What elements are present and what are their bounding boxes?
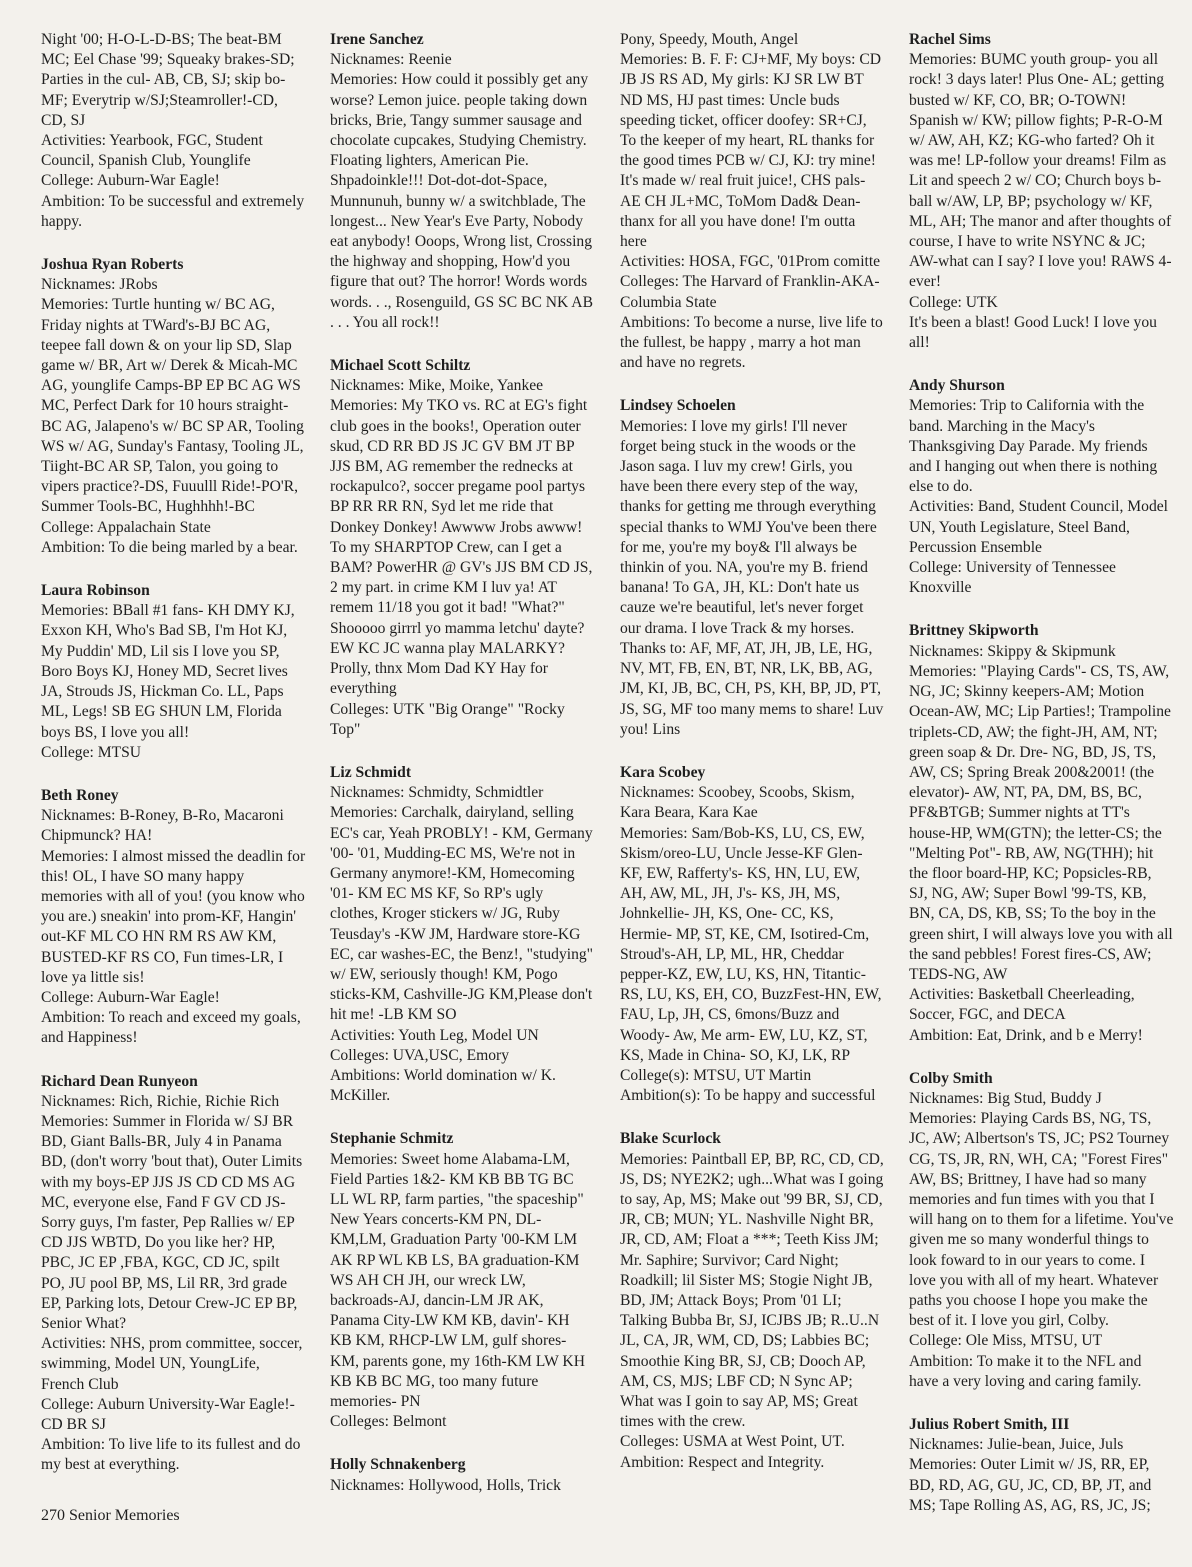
entry-text: Activities: Basketball Cheerleading, Soccer, FGC, and DECA [909,986,1135,1024]
senior-name: Rachel Sims [909,31,991,48]
senior-name: Julius Robert Smith, III [909,1416,1070,1433]
senior-name: Richard Dean Runyeon [41,1072,198,1090]
entry-text: Nicknames: Skippy & Skipmunk [909,642,1116,660]
entry-text: Activities: Yearbook, FGC, Student Council, Spanish Club, Younglife [41,132,263,170]
senior-entry [909,30,1174,353]
page-footer: 270 Senior Memories [41,1507,180,1524]
senior-name: Liz Schmidt [330,763,412,781]
column-1 [41,30,306,1499]
senior-entry [620,763,885,1106]
entry-text: Ambition: To die being marled by a bear. [41,538,298,556]
entry-text: Ambition: To be successful and extremely happy. [41,192,305,230]
senior-entry [330,356,595,740]
entry-text: Memories: "Playing Cards"- CS, TS, AW, NG, JC; Skinny keepers-AM; Motion Ocean-AW, MC; Lip Parties!; Trampoline triplets-CD, AW; the fight-JH, AM, NT; green soap & Dr. Dre- NG, BD, JS, TS, AW, CS; Spring Break 200&2001! (the elevator)- AW, NT, PA, DM, BS, BC, PF&BTGB; Summer nights at TT's house-HP, WM(GTN); the letter-CS; the "Melting Pot"- RB, AW, NG(THH); hit the floor board-HP, KC; Popsicles-RB, SJ, NG, AW; Super Bowl '99-TS, KB, BN, CA, DS, KB, SS; To the boy in the green shirt, I will always love you with all the sand pebbles! Forest fires-CS, AW; TEDS-NG, AW [909,662,1173,983]
entry-text: Activities: NHS, prom committee, soccer, swimming, Model UN, YoungLife, French Club [41,1335,303,1393]
senior-entry [330,1129,595,1432]
senior-name: Colby Smith [909,1069,993,1087]
entry-text: Nicknames: Big Stud, Buddy J [909,1089,1102,1107]
senior-entry [620,1129,885,1472]
senior-name: Brittney Skipworth [909,622,1039,640]
entry-text: Nicknames: Rich, Richie, Richie Rich [41,1092,280,1110]
column-4 [909,30,1174,1539]
entry-text: Activities: HOSA, FGC, '01Prom comitte [620,253,881,271]
entry-text: College: University of Tennessee Knoxville [909,559,1116,597]
entry-text: Activities: Youth Leg, Model UN [330,1026,539,1044]
senior-name: Blake Scurlock [620,1130,721,1148]
senior-entry [620,30,885,373]
senior-name: Irene Sanchez [330,31,424,48]
entry-text: Memories: I almost missed the deadlin for this! OL, I have SO many happy memories with all of you! (you know who you are.) sneakin' into prom-KF, Hangin' out-KF ML CO HN RM RS AW KM, BUSTED-KF RS CO, Fun times-LR, I love ya little sis! [41,847,306,986]
entry-text: Ambition: To live life to its fullest and do my best at everything. [41,1436,301,1474]
entry-text: College: Auburn-War Eagle! [41,172,220,190]
senior-entry [620,396,885,739]
entry-text: Colleges: Belmont [330,1413,447,1431]
entry-text: Memories: BBall #1 fans- KH DMY KJ, Exxon KH, Who's Bad SB, I'm Hot KJ, My Puddin' MD, Lil sis I love you SP, Boro Boys KJ, Honey MD, Secret lives JA, Strouds JS, Hickman Co. LL, Paps ML, Legs! SB EG SHUN LM, Florida boys BS, I love you all! [41,602,295,741]
column-3 [620,30,885,1496]
entry-text: Memories: How could it possibly get any worse? Lemon juice. people taking down bricks, Brie, Tangy summer sausage and chocolate cupcakes, Studying Chemistry. Floating lighters, American Pie. Shpadoinkle!!! Dot-dot-dot-Space, Munnunuh, bunny w/ a switchblade, The longest... New Year's Eve Party, Nobody eat anybody! Ooops, Wrong list, Crossing the highway and shopping, How'd you figure that out? The horror! Words words words. . ., Rosenguild, GS SC BC NK AB . . . You all rock!! [330,71,593,331]
entry-text: Memories: Sam/Bob-KS, LU, CS, EW, Skism/oreo-LU, Uncle Jesse-KF Glen-KF, EW, Rafferty's- KS, HN, LU, EW, AH, AW, ML, JH, J's- KS, JH, MS, Johnkellie- JH, KS, One- CC, KS, Hermie- MP, ST, KE, CM, Isotired-Cm, Stroud's-AH, LP, ML, HR, Cheddar pepper-KZ, EW, LU, KS, HN, Titantic- RS, LU, KS, EH, CO, BuzzFest-HN, EW, FAU, Lp, JH, CS, 6mons/Buzz and Woody- Aw, Me arm- EW, LU, KZ, ST, KS, Made in China- SO, KJ, LK, RP [620,824,882,1064]
senior-entry [41,1072,306,1476]
entry-text: Memories: Trip to California with the band. Marching in the Macy's Thanksgiving Day Parade. My friends and I hanging out when there is nothing else to do. [909,397,1158,496]
entry-text: Colleges: UTK "Big Orange" "Rocky Top" [330,700,565,738]
senior-name: Beth Roney [41,786,119,804]
entry-text: Memories: My TKO vs. RC at EG's fight club goes in the books!, Operation outer skud, CD RR BD JS JC GV BM JT BP JJS BM, AG remember the rednecks at rockapulco?, soccer pregame pool partys BP RR RR RN, Syd let me ride that Donkey Donkey! Awwww Jrobs awww! To my SHARPTOP Crew, can I get a BAM? PowerHR @ GV's JJS BM CD JS, 2 my part. in crime KM I luv ya! AT remem 11/18 you got it bad! "What?" Shooooo girrrl yo mamma letchu' dayte? EW KC JC wanna play MALARKY? Prolly, thnx Mom Dad KY Hay for everything [330,397,593,698]
senior-entry [909,1415,1174,1516]
entry-text: College: Ole Miss, MTSU, UT [909,1332,1103,1350]
senior-name: Kara Scobey [620,763,706,781]
senior-name: Joshua Ryan Roberts [41,256,184,274]
entry-text: Nicknames: B-Roney, B-Ro, Macaroni Chipmunck? HA! [41,807,284,845]
senior-entry [41,30,306,232]
entry-text: Nicknames: Scoobey, Scoobs, Skism, Kara Beara, Kara Kae [620,784,855,822]
entry-text: College: Auburn University-War Eagle!-CD BR SJ [41,1395,295,1433]
entry-text: Nicknames: Julie-bean, Juice, Juls [909,1436,1124,1454]
entry-text: Memories: Paintball EP, BP, RC, CD, CD, JS, DS; NYE2K2; ugh...What was I going to say, Ap, MS; Make out '99 BR, SJ, CD, JR, CB; MUN; YL. Nashville Night BR, JR, CD, AM; Float a ***; Teeth Kiss JM; Mr. Saphire; Survivor; Card Night; Roadkill; lil Sister MS; Stogie Night JB, BD, JM; Attack Boys; Prom '01 LI; Talking Bubba Br, SJ, ICJBS JB; R..U..N JL, CA, JR, WM, CD, DS; Labbies BC; Smoothie King BR, SJ, CB; Dooch AP, AM, CS, MJS; LBF CD; N Sync AP; What was I goin to say AP, MS; Great times with the crew. [620,1150,884,1431]
entry-text: Colleges: USMA at West Point, UT. [620,1433,845,1451]
senior-name: Michael Scott Schiltz [330,357,471,375]
entry-text: Colleges: The Harvard of Franklin-AKA- Columbia State [620,273,880,311]
senior-entry [330,30,595,333]
entry-text: Colleges: UVA,USC, Emory [330,1046,510,1064]
senior-entry [41,255,306,558]
senior-entry [330,1455,595,1495]
senior-entry [909,1069,1174,1392]
entry-text: Nicknames: Hollywood, Holls, Trick [330,1476,561,1494]
entry-text: College: MTSU [41,743,142,761]
entry-text: Ambition: To make it to the NFL and have a very loving and caring family. [909,1352,1142,1390]
senior-name: Laura Robinson [41,582,150,600]
senior-entry [330,763,595,1106]
senior-entry [909,376,1174,598]
entry-text: Night '00; H-O-L-D-BS; The beat-BM MC; Eel Chase '99; Squeaky brakes-SD; Parties in the cul- AB, CB, SJ; skip bo- MF; Everytrip w/SJ;Steamroller!-CD, CD, SJ [41,31,295,129]
entry-text: College: Auburn-War Eagle! [41,988,220,1006]
entry-text: Ambitions: To become a nurse, live life to the fullest, be happy , marry a hot man and have no regrets. [620,313,883,372]
entry-text: Memories: Playing Cards BS, NG, TS, JC, AW; Albertson's TS, JC; PS2 Tourney CG, TS, JR, RN, WH, CA; "Forest Fires" AW, BS; Brittney, I have had so many memories and fun times with you that I will hang on to them for a lifetime. You've given me so many wonderful things to look foward to in our years to come. I love you with all of my heart. Whatever paths you choose I hope you make the best of it. I love you girl, Colby. [909,1110,1174,1330]
entry-text: Ambition(s): To be happy and successful [620,1087,876,1105]
entry-text: Memories: Outer Limit w/ JS, RR, EP, BD, RD, AG, GU, JC, CD, BP, JT, and MS; Tape Rolling AS, AG, RS, JC, JS; [909,1456,1152,1514]
entry-text: Ambition: Eat, Drink, and b e Merry! [909,1026,1143,1044]
entry-text: Pony, Speedy, Mouth, Angel [620,31,799,48]
entry-text: Ambition: Respect and Integrity. [620,1453,825,1471]
senior-entry [909,621,1174,1045]
senior-entry [41,786,306,1049]
senior-entry [41,581,306,763]
entry-text: College: UTK [909,293,998,311]
entry-text: It's been a blast! Good Luck! I love you all! [909,313,1157,352]
senior-name: Andy Shurson [909,377,1005,395]
senior-name: Holly Schnakenberg [330,1456,466,1474]
senior-name: Lindsey Schoelen [620,397,736,415]
entry-text: Memories: BUMC youth group- you all rock! 3 days later! Plus One- AL; getting busted w/ KF, CO, BR; O-TOWN! Spanish w/ KW; pillow fights; P-R-O-M w/ AW, AH, KZ; KG-who farted? Oh it was me! LP-follow your dreams! Film as Lit and speech 2 w/ CO; Church boys b-ball w/AW, LP, BP; psychology w/ KF, ML, AH; The manor and after thoughts of course, I have to write NSYNC & JC; AW-what can I say? I love you! RAWS 4-ever! [909,51,1172,291]
entry-text: Nicknames: Schmidty, Schmidtler [330,784,544,802]
entry-text: Memories: B. F. F: CJ+MF, My boys: CD JB JS RS AD, My girls: KJ SR LW BT ND MS, HJ past times: Uncle buds speeding ticket, officer doofey: SR+CJ, To the keeper of my heart, RL thanks for the good times PCB w/ CJ, KJ: try mine! It's made w/ real fruit juice!, CHS pals-AE CH JL+MC, ToMom Dad& Dean- thanx for all you have done! I'm outta here [620,51,882,251]
entry-text: Nicknames: Reenie [330,51,452,69]
entry-text: Memories: Carchalk, dairyland, selling EC's car, Yeah PROBLY! - KM, Germany '00- '01, Mudding-EC MS, We're not in Germany anymore!-KM, Homecoming '01- KM EC MS KF, So RP's ugly clothes, Kroger stickers w/ JG, Ruby Teusday's -KW JM, Hardware store-KG EC, car washes-EC, the Benz!, "studying" w/ EW, seriously though! KM, Pogo sticks-KM, Cashville-JG KM,Please don't hit me! -LB KM SO [330,804,594,1024]
entry-text: Memories: Summer in Florida w/ SJ BR BD, Giant Balls-BR, July 4 in Panama BD, (don't worry 'bout that), Outer Limits with my boys-EP JJS JS CD CD MS AG MC, everyone else, Fand F GV CD JS-Sorry guys, I'm faster, Pep Rallies w/ EP CD JJS WBTD, Do you like her? HP, PBC, JC EP ,FBA, KGC, CD JC, spilt PO, JU pool BP, MS, Lil RR, 3rd grade EP, Parking lots, Detour Crew-JC EP BP, Senior What? [41,1112,303,1332]
entry-text: Ambitions: World domination w/ K. McKiller. [330,1066,556,1105]
entry-text: Memories: Turtle hunting w/ BC AG, Friday nights at TWard's-BJ BC AG, teepee fall down & on your lip SD, Slap game w/ BR, Art w/ Derek & Micah-MC AG, younglife Camps-BP EP BC AG WS MC, Perfect Dark for 10 hours straight-BC AG, Jalapeno's w/ BC SP AR, Tooling WS w/ AG, Sunday's Fantasy, Tooling JL, Tiight-BC AR SP, Talon, you going to vipers practice?-DS, Fuuulll Ride!-PO'R, Summer Tools-BC, Hughhhh!-BC [41,296,304,516]
entry-text: Activities: Band, Student Council, Model UN, Youth Legislature, Steel Band, Percussion Ensemble [909,498,1169,556]
entry-text: Ambition: To reach and exceed my goals, and Happiness! [41,1009,301,1047]
entry-text: Nicknames: JRobs [41,276,158,294]
entry-text: Nicknames: Mike, Moike, Yankee [330,377,544,395]
entry-text: College: Appalachain State [41,518,211,536]
entry-text: Memories: Sweet home Alabama-LM, Field Parties 1&2- KM KB BB TG BC LL WL RP, farm parties, "the spaceship" New Years concerts-KM PN, DL-KM,LM, Graduation Party '00-KM LM AK RP WL KB LS, BA graduation-KM WS AH CH JH, our wreck LW, backroads-AJ, dancin-LM JR AK, Panama City-LW KM KB, davin'- KH KB KM, RHCP-LW LM, gulf shores-KM, parents gone, my 16th-KM LW KH KB KB BC MG, too many future memories- PN [330,1150,585,1410]
column-2 [330,30,595,1519]
senior-name: Stephanie Schmitz [330,1130,454,1148]
entry-text: Memories: I love my girls! I'll never forget being stuck in the woods or the Jason saga. I luv my crew! Girls, you have been there every step of the way, thanks for getting me through everything special thanks to WMJ You've been there for me, you're my boy& I'll always be thinkin of you. NA, you're my B. friend banana! To GA, JH, KL: Don't hate us cauze we're beautiful, let's never forget our drama. I love Track & my horses. Thanks to: AF, MF, AT, JH, JB, LE, HG, NV, MT, FB, EN, BT, NR, LK, BB, AG, JM, KI, JB, BC, CH, PS, KH, BP, JD, PT, JS, SG, MF too many mems to share! Luv you! Lins [620,417,884,738]
entry-text: College(s): MTSU, UT Martin [620,1066,812,1084]
